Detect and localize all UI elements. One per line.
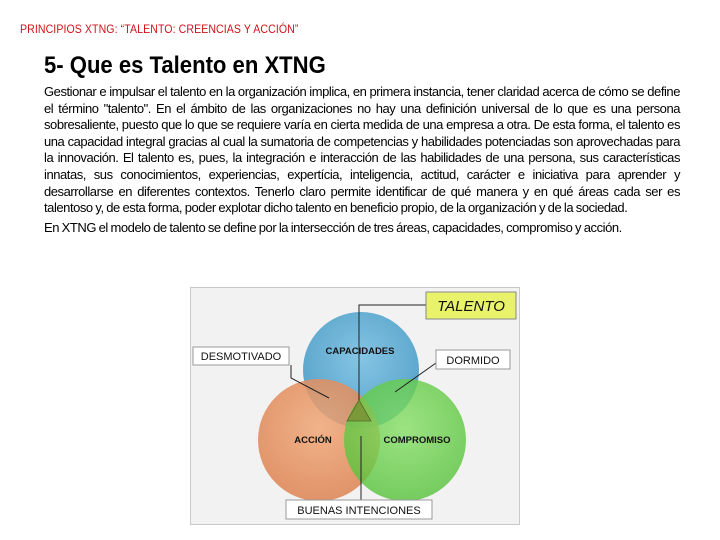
desmotivado-label: DESMOTIVADO bbox=[200, 351, 282, 363]
talent-venn-diagram bbox=[190, 287, 520, 525]
capacidades-label: CAPACIDADES bbox=[325, 346, 395, 357]
section-header: PRINCIPIOS XTNG: “TALENTO: CREENCIAS Y ACCIÓN” bbox=[20, 22, 299, 36]
compromiso-label: COMPROMISO bbox=[383, 435, 451, 446]
venn-svg bbox=[191, 288, 521, 526]
buenas-intenciones-label: BUENAS INTENCIONES bbox=[297, 505, 421, 517]
talento-label: TALENTO bbox=[437, 298, 505, 315]
accion-label: ACCIÓN bbox=[294, 435, 332, 446]
dormido-label: DORMIDO bbox=[446, 355, 500, 367]
definition-paragraph: Gestionar e impulsar el talento en la organización implica, en primera instancia, tener claridad acerca de cómo se define el término "talento". En el ámbito de las organizaciones no hay una definición universal de lo que es una persona sobresaliente, puesto que lo que se requiere varía en cierta medida de una empresa a otra. De esta forma, el talento es una capacidad integral gracias al cual la sumatoria de competencias y habilidades potenciadas son aprovechadas para la innovación. El talento es, pues, la integración e interacción de las habilidades de una persona, sus características innatas, sus conocimientos, experiencias, expertícia, inteligencia, actitud, carácter e iniciativa para aprender y desarrollarse en diferentes contextos. Tenerlo claro permite identificar de qué manera y en qué áreas cada ser es talentoso y, de esta forma, poder explotar dicho talento en beneficio propio, de la organización y de la sociedad. bbox=[44, 84, 680, 216]
model-paragraph: En XTNG el modelo de talento se define por la intersección de tres áreas, capacidades, compromiso y acción. bbox=[44, 219, 622, 235]
page-title: 5- Que es Talento en XTNG bbox=[44, 52, 326, 79]
body-text bbox=[44, 84, 680, 239]
